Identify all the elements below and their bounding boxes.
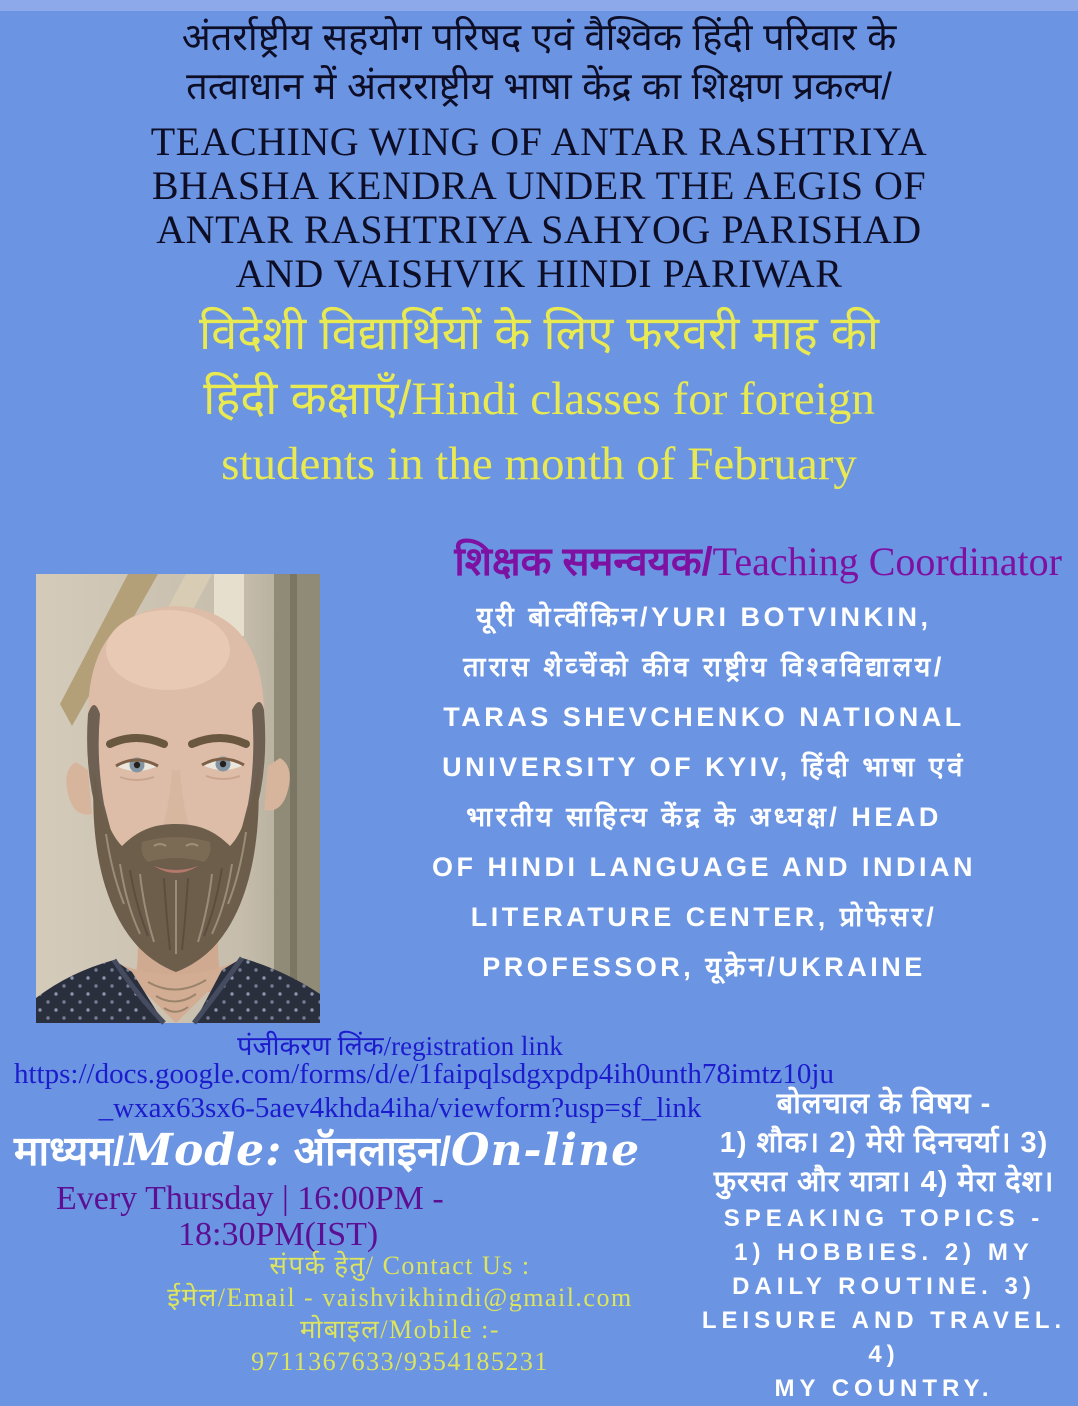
coordinator-photo-illustration	[36, 574, 320, 1023]
mode-label-hindi: माध्यम/	[14, 1128, 125, 1174]
contact-mobile-label: मोबाइल/Mobile :-	[300, 1315, 500, 1344]
topics-english-line: LEISURE AND TRAVEL. 4)	[701, 1307, 1067, 1368]
bio-line: TARAS SHEVCHENKO NATIONAL	[443, 702, 965, 732]
topics-hindi-line: 1) शौक। 2) मेरी दिनचर्या। 3)	[719, 1127, 1049, 1159]
title-line-1: विदेशी विद्यार्थियों के लिए फरवरी माह की	[198, 306, 880, 359]
contact-mobile-numbers: 9711367633/9354185231	[251, 1347, 549, 1376]
header-english-line-1: TEACHING WING OF ANTAR RASHTRIYA	[150, 119, 928, 164]
bio-line: भारतीय साहित्य केंद्र के अध्यक्ष/ HEAD	[466, 802, 942, 832]
header-hindi-line-2: तत्वाधान में अंतरराष्ट्रीय भाषा केंद्र का शिक्षण प्रकल्प/	[186, 66, 892, 108]
title-line-2-hindi: हिंदी कक्षाएँ/	[203, 371, 412, 424]
header-english-line-2: BHASHA KENDRA UNDER THE AEGIS OF	[151, 163, 927, 208]
contact-heading: संपर्क हेतु/ Contact Us :	[269, 1251, 531, 1280]
mode-value-english: On-line	[451, 1125, 641, 1176]
mode-value-hindi: ऑनलाइन/	[282, 1128, 452, 1174]
header-hindi-line-1: अंतर्राष्ट्रीय सहयोग परिषद एवं वैश्विक हिंदी परिवार के	[181, 17, 897, 59]
speaking-topics-block	[690, 1085, 1078, 1406]
topics-english-line: MY COUNTRY.	[774, 1375, 994, 1402]
coordinator-heading-english: Teaching Coordinator	[712, 539, 1062, 584]
title-line-2	[0, 365, 1078, 432]
schedule-time-line-1: Every Thursday | 16:00PM -	[56, 1180, 444, 1217]
bio-line: तारास शेव्चेंको कीव राष्ट्रीय विश्वविद्यालय/	[463, 652, 945, 682]
topics-hindi-heading: बोलचाल के विषय -	[776, 1088, 992, 1120]
bio-line: UNIVERSITY OF KYIV, हिंदी भाषा एवं	[442, 752, 966, 782]
coordinator-bio	[330, 592, 1078, 992]
bio-line: यूरी बोत्वींकिन/YURI BOTVINKIN,	[476, 602, 932, 632]
title-line-2-english: Hindi classes for foreign	[411, 373, 875, 425]
schedule-time-line-2: 18:30PM(IST)	[178, 1216, 379, 1253]
coordinator-photo	[36, 574, 320, 1023]
bio-line: OF HINDI LANGUAGE AND INDIAN	[432, 852, 976, 882]
topics-english-line: DAILY ROUTINE. 3)	[732, 1273, 1036, 1300]
registration-url-line-2[interactable]: _wxax63sx6-5aev4khda4iha/viewform?usp=sf_link	[98, 1092, 702, 1124]
top-band	[0, 0, 1078, 11]
contact-email: ईमेल/Email - vaishvikhindi@gmail.com	[167, 1283, 633, 1312]
registration-link-label[interactable]: पंजीकरण लिंक/registration link	[237, 1031, 563, 1061]
title-line-3: students in the month of February	[221, 438, 857, 490]
registration-url-line-1[interactable]: https://docs.google.com/forms/d/e/1faipqlsdgxpdp4ih0unth78imtz10ju	[14, 1058, 834, 1090]
bio-line: PROFESSOR, यूक्रेन/UKRAINE	[482, 952, 926, 982]
header-english-line-3: ANTAR RASHTRIYA SAHYOG PARISHAD	[156, 207, 922, 252]
mode-line	[14, 1122, 640, 1178]
header-english-line-4: AND VAISHVIK HINDI PARIWAR	[235, 251, 843, 296]
mode-label-english: Mode:	[124, 1125, 283, 1176]
event-title	[0, 300, 1078, 497]
topics-hindi-line: फुरसत और यात्रा। 4) मेरा देश।	[713, 1166, 1055, 1198]
topics-english-line: 1) HOBBIES. 2) MY	[734, 1239, 1034, 1266]
contact-block	[0, 1250, 800, 1378]
topics-english-heading: SPEAKING TOPICS -	[723, 1205, 1045, 1232]
bio-line: LITERATURE CENTER, प्रोफेसर/	[470, 902, 938, 932]
header-block	[0, 14, 1078, 296]
coordinator-heading-hindi: शिक्षक समन्वयक/	[454, 540, 713, 584]
